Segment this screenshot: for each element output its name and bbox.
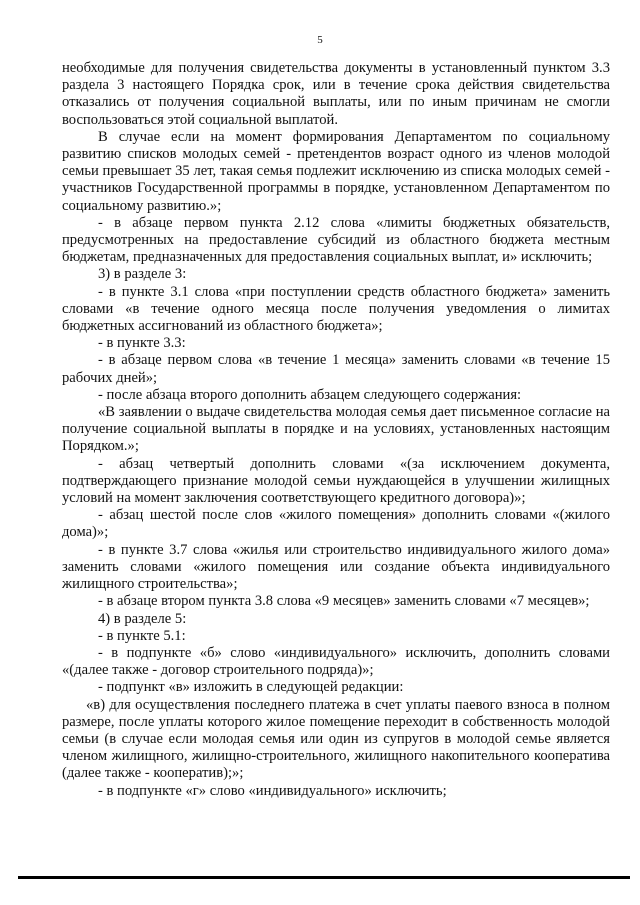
paragraph: необходимые для получения свидетельства документы в установленный пунктом 3.3 раздела 3 настоящего Порядка срок, или в течение срока действия свидетельства отказались от получения социальной выплаты, или по иным причинам не смогли воспользоваться этой социальной выплатой. xyxy=(62,60,610,128)
paragraph: «в) для осуществления последнего платежа в счет уплаты паевого взноса в полном размере, после уплаты которого жилое помещение переходит в собственность молодой семьи (в случае если молодая семья или один из супругов в молодой семье является членом жилищного, жилищно-строительного, жилищного накопительного кооператива (далее также - кооператив);»; xyxy=(62,696,610,782)
paragraph: - в абзаце первом пункта 2.12 слова «лимиты бюджетных обязательств, предусмотренных на предоставление субсидий из областного бюджета местным бюджетам, предназначенных для предоставления социальных выплат, и» исключить; xyxy=(62,214,610,266)
paragraph: - подпункт «в» изложить в следующей редакции: xyxy=(98,679,404,696)
paragraph: - в пункте 3.3: xyxy=(98,335,186,352)
paragraph: - в пункте 5.1: xyxy=(98,627,186,644)
paragraph: - в подпункте «б» слово «индивидуального» исключить, дополнить словами «(далее также - договор строительного подряда)»; xyxy=(62,644,610,679)
paragraph: - абзац шестой после слов «жилого помещения» дополнить словами «(жилого дома)»; xyxy=(62,507,610,541)
paragraph: - в абзаце втором пункта 3.8 слова «9 месяцев» заменить словами «7 месяцев»; xyxy=(98,593,590,610)
paragraph: 4) в разделе 5: xyxy=(98,610,187,627)
paragraph: - в подпункте «г» слово «индивидуального» исключить; xyxy=(98,782,447,799)
paragraph: - в пункте 3.1 слова «при поступлении средств областного бюджета» заменить словами «в течение одного месяца после получения уведомления о лимитах бюджетных ассигнований из областного бюджета»; xyxy=(62,283,610,335)
document-body xyxy=(62,60,610,800)
footer-rule xyxy=(18,876,630,879)
paragraph: - в пункте 3.7 слова «жилья или строительство индивидуального жилого дома» заменить словами «жилого помещения или создание объекта индивидуального жилищного строительства»; xyxy=(62,541,610,593)
page-number: 5 xyxy=(317,34,323,46)
paragraph: 3) в разделе 3: xyxy=(98,266,187,283)
paragraph: «В заявлении о выдаче свидетельства молодая семья дает письменное согласие на получение социальной выплаты в порядке и на условиях, установленных настоящим Порядком.»; xyxy=(62,404,610,455)
paragraph: - абзац четвертый дополнить словами «(за исключением документа, подтверждающего признание молодой семьи нуждающейся в улучшении жилищных условий на момент заключения соответствующего кредитного договора)»; xyxy=(62,455,610,507)
paragraph: В случае если на момент формирования Департаментом по социальному развитию списков молодых семей - претендентов возраст одного из членов молодой семьи превышает 35 лет, такая семья подлежит исключению из списка молодых семей - участников Государственной программы в порядке, установленном Департаментом по социальному развитию.»; xyxy=(62,128,610,214)
paragraph: - после абзаца второго дополнить абзацем следующего содержания: xyxy=(98,386,522,403)
paragraph: - в абзаце первом слова «в течение 1 месяца» заменить словами «в течение 15 рабочих дней»; xyxy=(62,352,610,386)
